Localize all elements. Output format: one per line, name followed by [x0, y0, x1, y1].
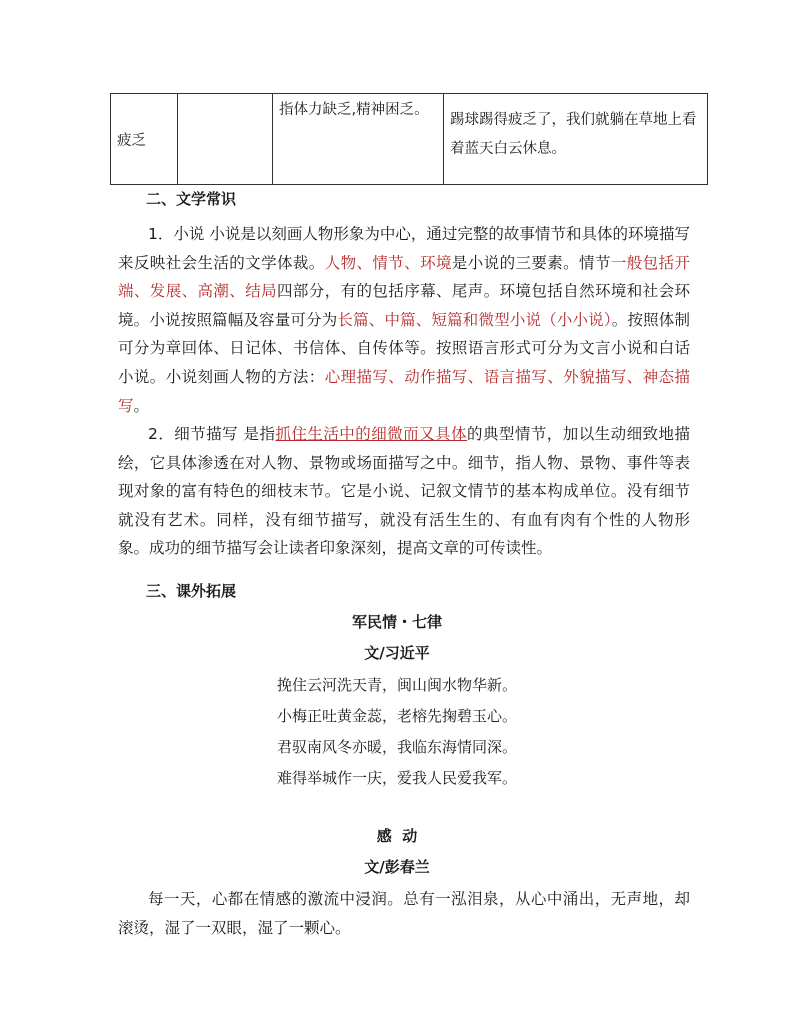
- essay-paragraph: 每一天，心都在情感的激流中浸润。总有一泓泪泉，从心中涌出，无声地，却滚烫，湿了一双眼，湿了一颗心。: [118, 890, 690, 937]
- table-cell-example: 踢球踢得疲乏了，我们就躺在草地上看着蓝天白云休息。: [444, 94, 708, 185]
- table-cell-word: 疲乏: [111, 94, 178, 185]
- text-run: 的典型情节，加以生动细致地描绘，它具体渗透在对人物、景物或场面描写之中。细节，指人物、景物、事件等表现对象的富有特色的细枝末节。它是小说、记叙文情节的基本构成单位。没有细节就没有艺术。同样，没有细节描写，就没有活生生的、有血有肉有个性的人物形象。成功的细节描写会让读者印象深刻，提高文章的可传读性。: [118, 425, 690, 558]
- poem-line: 难得举城作一庆，爱我人民爱我军。: [276, 769, 517, 787]
- table-row: [111, 94, 708, 185]
- paragraph-novel: [118, 220, 690, 420]
- text-run: 小说 小说是以刻画人物形象为中心，通过完整的故事情节和具体的环境描写来反映社会生活的文学体裁。: [118, 225, 690, 272]
- paragraph-number: 1．: [148, 225, 174, 243]
- highlight-plot-stages: 一般包括开端、发展、高潮、结局: [118, 253, 690, 301]
- poem-line: 君驭南风冬亦暖，我临东海情同深。: [276, 738, 517, 756]
- paragraph-number: 2．: [148, 425, 175, 443]
- essay-author: 文/彭春兰: [364, 858, 430, 876]
- text-run: 。: [133, 396, 150, 415]
- paragraph-detail-description: [118, 420, 690, 563]
- poem-line: 挽住云河洗天青，闽山闽水物华新。: [276, 676, 517, 694]
- essay-title: 感 动: [376, 827, 418, 845]
- poem-author: 文/习近平: [364, 644, 430, 662]
- highlight-character-methods: 心理描写、动作描写、语言描写、外貌描写、神态描写: [118, 367, 690, 415]
- text-run: 细节描写 是指: [174, 425, 276, 443]
- vocabulary-table: [110, 93, 708, 185]
- section-heading-extension: 三、课外拓展: [146, 582, 237, 600]
- text-run: 是小说的三要素。情节: [451, 253, 611, 272]
- text-run: 。按照体制可分为章回体、日记体、书信体、自传体等。按照语言形式可分为文言小说和白话小说。小说刻画人物的方法：: [118, 310, 690, 386]
- highlight-three-elements: 人物、情节、环境: [324, 253, 452, 272]
- section-heading-literature: 二、文学常识: [146, 190, 237, 208]
- poem-title: 军民情・七律: [351, 613, 442, 631]
- highlight-detail-definition: 抓住生活中的细微而又具体: [275, 425, 467, 443]
- text-run: 四部分，有的包括序幕、尾声。环境包括自然环境和社会环境。小说按照篇幅及容量可分为: [118, 282, 690, 329]
- table-cell-empty: [178, 94, 273, 185]
- poem-line: 小梅正吐黄金蕊，老榕先掬碧玉心。: [276, 707, 517, 725]
- highlight-novel-lengths: 长篇、中篇、短篇和微型小说（小小说）: [337, 310, 612, 329]
- table-cell-definition: 指体力缺乏,精神困乏。: [273, 94, 444, 185]
